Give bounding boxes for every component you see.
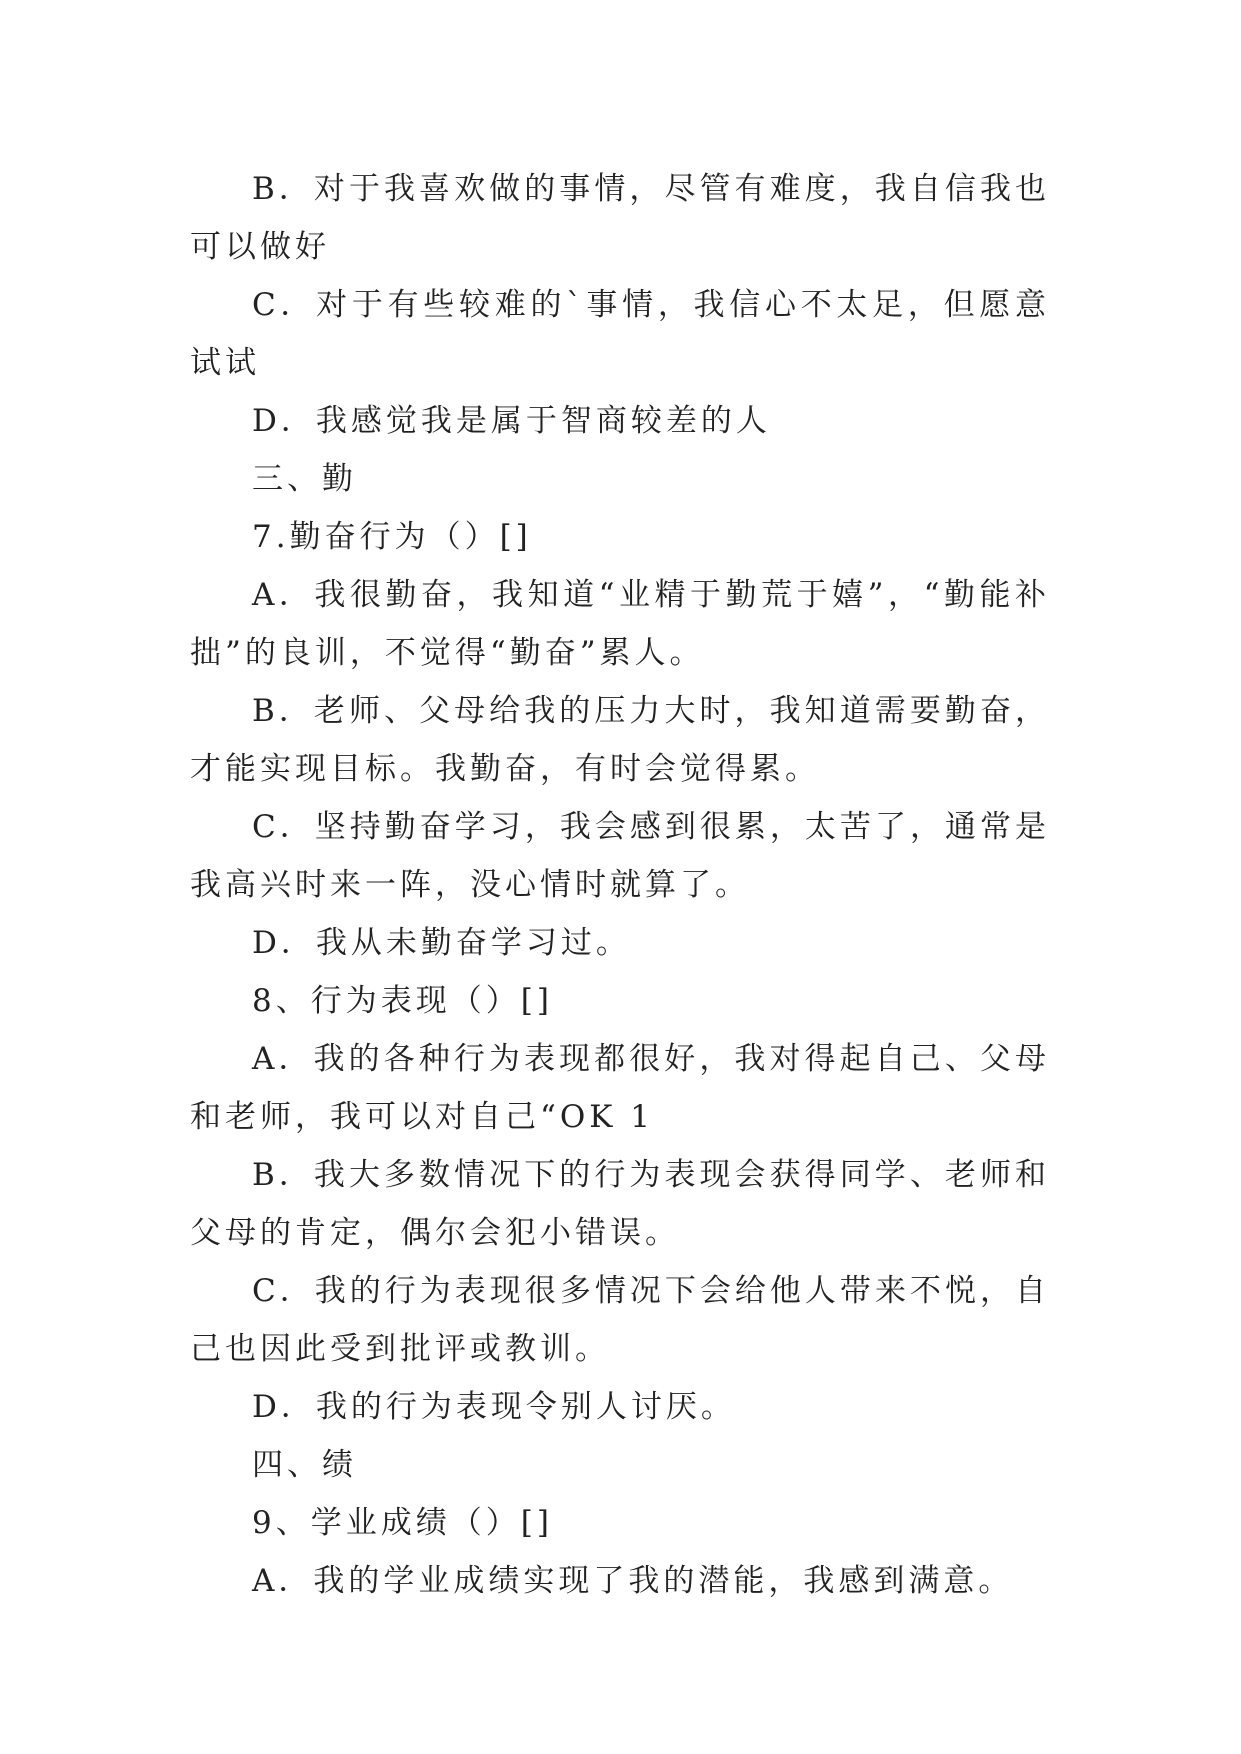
question-8-option-d: D．我的行为表现令别人讨厌。 — [252, 1389, 736, 1425]
question-9-option-a: A．我的学业成绩实现了我的潜能，我感到满意。 — [252, 1563, 1014, 1599]
option-b-confidence: B．对于我喜欢做的事情，尽管有难度，我自信我也可以做好 — [190, 171, 1050, 265]
question-7-option-a: A．我很勤奋，我知道“业精于勤荒于嬉”，“勤能补拙”的良训，不觉得“勤奋”累人。 — [190, 577, 1050, 671]
question-7: 7.勤奋行为（）[] — [252, 519, 532, 555]
document-body — [190, 160, 1050, 1610]
question-9: 9、学业成绩（）[] — [252, 1505, 553, 1541]
question-7-option-d: D．我从未勤奋学习过。 — [252, 925, 631, 961]
option-c-confidence: C．对于有些较难的`事情，我信心不太足，但愿意试试 — [190, 287, 1050, 381]
question-8: 8、行为表现（）[] — [252, 983, 553, 1019]
question-7-option-c: C．坚持勤奋学习，我会感到很累，太苦了，通常是我高兴时来一阵，没心情时就算了。 — [190, 809, 1050, 903]
option-d-confidence: D．我感觉我是属于智商较差的人 — [252, 403, 771, 439]
question-8-option-c: C．我的行为表现很多情况下会给他人带来不悦，自己也因此受到批评或教训。 — [190, 1273, 1050, 1367]
question-7-option-b: B．老师、父母给我的压力大时，我知道需要勤奋，才能实现目标。我勤奋，有时会觉得累。 — [190, 693, 1050, 787]
question-8-option-b: B．我大多数情况下的行为表现会获得同学、老师和父母的肯定，偶尔会犯小错误。 — [190, 1157, 1050, 1251]
question-8-option-a: A．我的各种行为表现都很好，我对得起自己、父母和老师，我可以对自己“OK 1 — [190, 1041, 1050, 1135]
section-heading-achievement: 四、绩 — [252, 1447, 357, 1483]
section-heading-diligence: 三、勤 — [252, 461, 357, 497]
